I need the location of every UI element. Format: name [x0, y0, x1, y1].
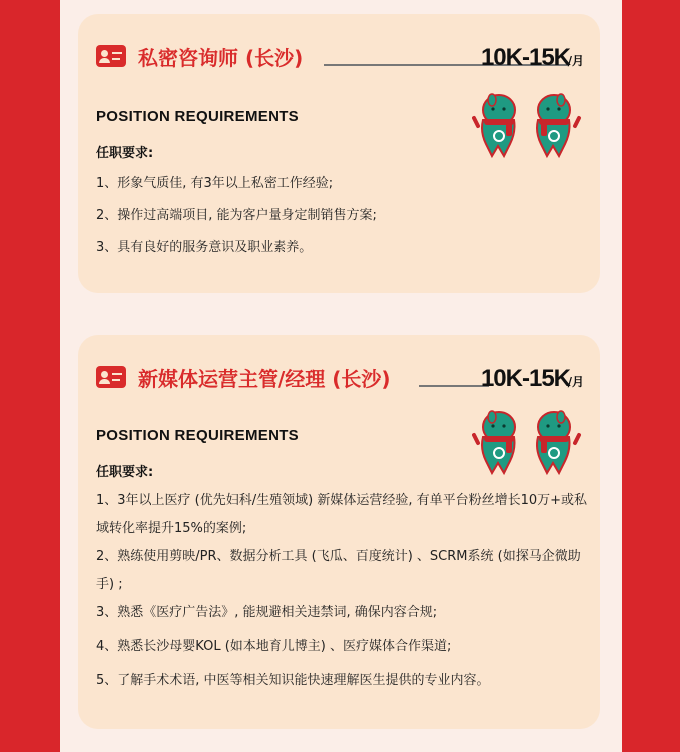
mascot-left: [474, 411, 515, 473]
requirement-item: 1、形象气质佳, 有3年以上私密工作经验;: [96, 176, 334, 191]
mascot-right: [537, 411, 579, 473]
requirement-item: 2、熟练使用剪映/PR、数据分析工具 (飞瓜、百度统计) 、SCRM系统 (如探马企微助手) ;: [96, 549, 581, 592]
mascot-right: [537, 94, 579, 156]
job-title-row: [96, 42, 584, 74]
requirement-item: 3、具有良好的服务意识及职业素养。: [96, 240, 313, 255]
job-card-consultant: [78, 14, 600, 293]
requirement-item: 4、熟悉长沙母婴KOL (如本地育儿博主) 、医疗媒体合作渠道;: [96, 639, 452, 654]
job-title: 私密咨询师 (长沙): [138, 46, 304, 70]
job-title: 新媒体运营主管/经理 (长沙): [138, 367, 391, 391]
mascot-decoration: [472, 403, 582, 477]
salary-unit: /月: [567, 54, 584, 68]
salary-unit: /月: [567, 375, 584, 389]
requirement-item: 1、3年以上医疗 (优先妇科/生殖领域) 新媒体运营经验, 有单平台粉丝增长10万+或私域转化率提升15%的案例;: [96, 493, 588, 536]
job-title-row: [96, 363, 584, 395]
section-heading-en: POSITION REQUIREMENTS: [96, 427, 299, 444]
title-divider: [419, 385, 489, 387]
salary-range: 10K-15K: [480, 365, 570, 392]
requirement-item: 3、熟悉《医疗广告法》, 能规避相关违禁词, 确保内容合规;: [96, 605, 438, 620]
requirement-item: 2、操作过高端项目, 能为客户量身定制销售方案;: [96, 208, 377, 223]
section-heading-cn: 任职要求:: [96, 465, 154, 480]
mascot-decoration: [472, 86, 582, 160]
requirement-item: 5、了解手术术语, 中医等相关知识能快速理解医生提供的专业内容。: [96, 673, 490, 688]
section-heading-cn: 任职要求:: [96, 146, 154, 161]
job-card-new-media: [78, 335, 600, 729]
mascot-left: [474, 94, 515, 156]
salary-range: 10K-15K: [480, 44, 570, 71]
id-card-icon: [96, 366, 126, 388]
section-heading-en: POSITION REQUIREMENTS: [96, 108, 299, 125]
id-card-icon: [96, 45, 126, 67]
